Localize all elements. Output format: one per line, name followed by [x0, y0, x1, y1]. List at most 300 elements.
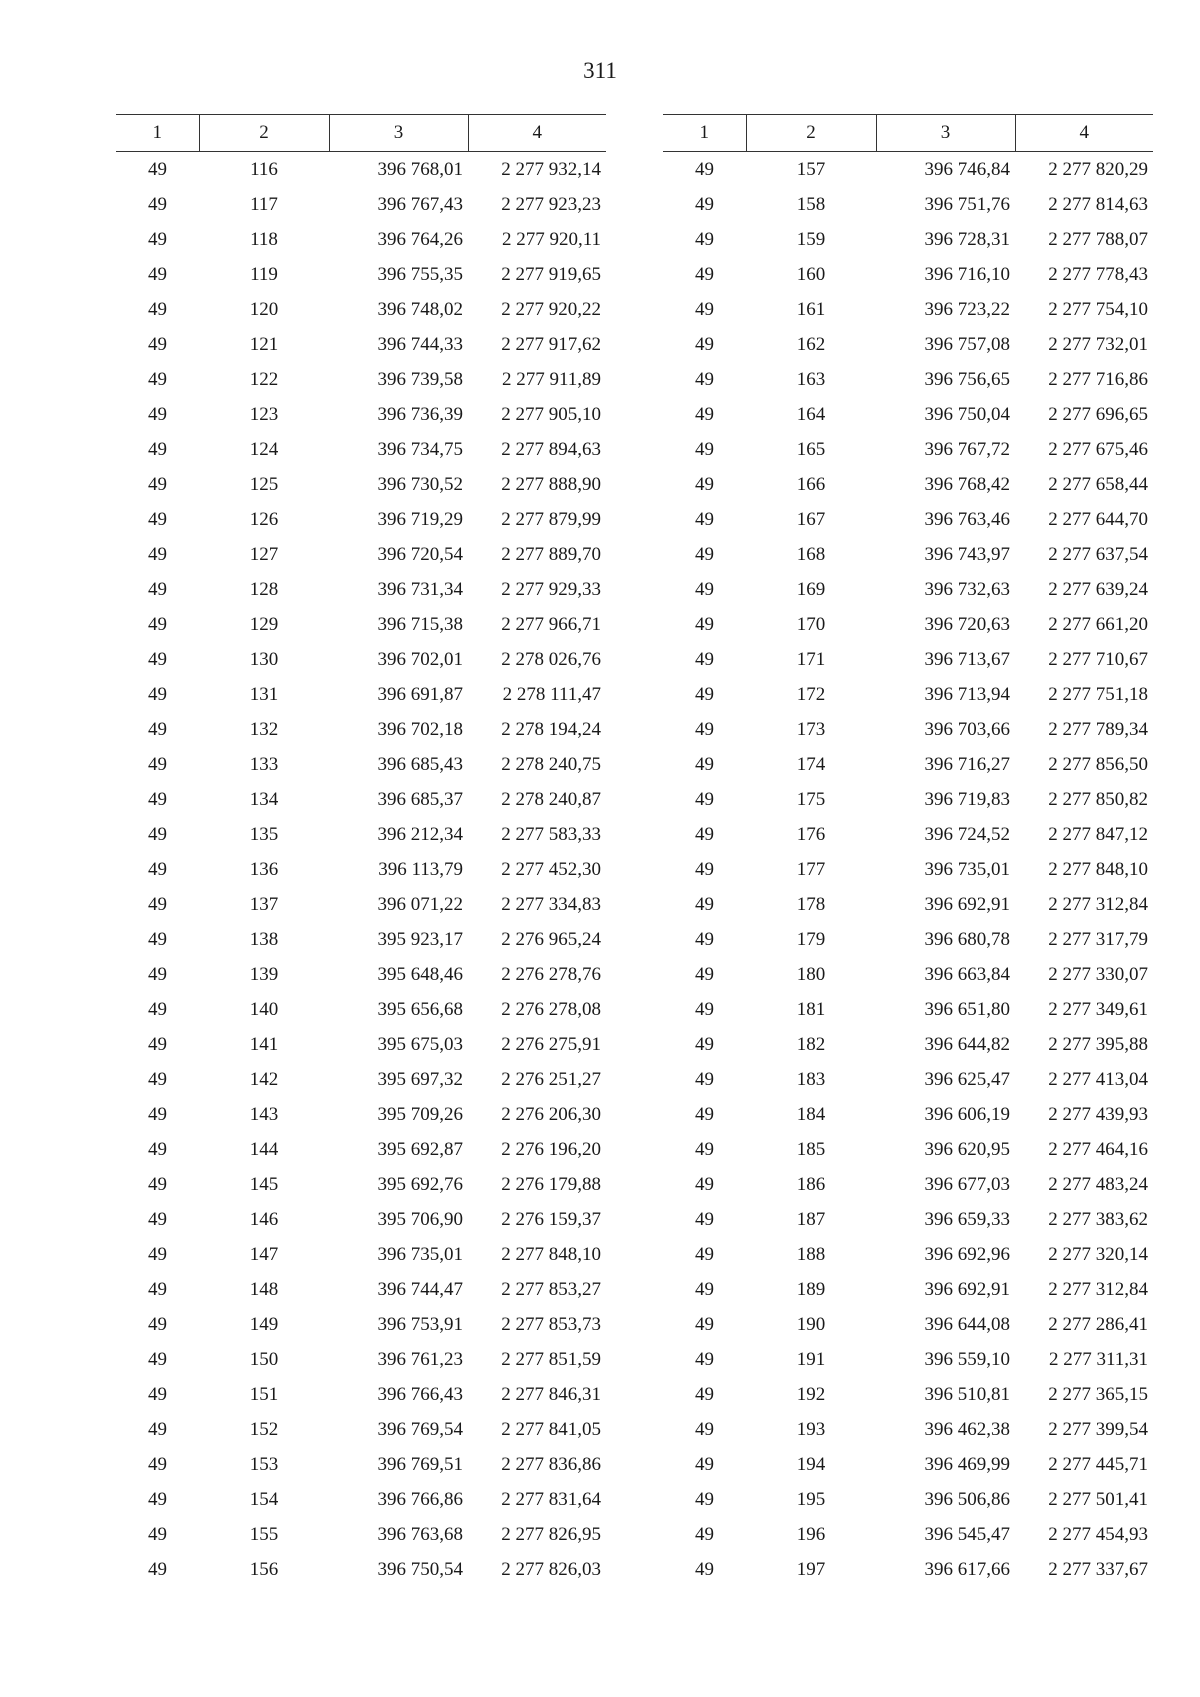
cell-coordinate-x: 396 606,19: [924, 1103, 1010, 1125]
cell-coordinate-y: 2 277 320,14: [1048, 1243, 1148, 1265]
table-row: [116, 502, 606, 537]
table-row: [663, 922, 1153, 957]
cell-point-number: 192: [796, 1383, 826, 1405]
cell-coordinate-x: 396 750,04: [924, 403, 1010, 425]
cell-section: 49: [148, 1488, 167, 1510]
cell-section: 49: [695, 928, 714, 950]
cell-coordinate-x: 396 691,87: [377, 683, 463, 705]
cell-point-number: 137: [249, 893, 279, 915]
cell-coordinate-y: 2 277 696,65: [1048, 403, 1148, 425]
table-row: [663, 152, 1153, 188]
cell-coordinate-x: 396 719,29: [377, 508, 463, 530]
table-row: [663, 327, 1153, 362]
cell-coordinate-y: 2 278 240,75: [501, 753, 601, 775]
cell-coordinate-y: 2 276 965,24: [501, 928, 601, 950]
table-row: [116, 887, 606, 922]
cell-point-number: 169: [796, 578, 826, 600]
cell-section: 49: [695, 263, 714, 285]
cell-coordinate-x: 396 702,18: [377, 718, 463, 740]
cell-coordinate-y: 2 277 848,10: [1048, 858, 1148, 880]
cell-section: 49: [695, 1558, 714, 1580]
cell-coordinate-x: 396 766,43: [377, 1383, 463, 1405]
cell-section: 49: [148, 1418, 167, 1440]
cell-section: 49: [148, 1453, 167, 1475]
cell-point-number: 189: [796, 1278, 826, 1300]
table-header-row: [116, 115, 606, 152]
table-row: [116, 1097, 606, 1132]
cell-section: 49: [148, 683, 167, 705]
cell-coordinate-x: 396 644,82: [924, 1033, 1010, 1055]
column-header-1: 1: [663, 115, 746, 152]
cell-coordinate-y: 2 277 847,12: [1048, 823, 1148, 845]
cell-section: 49: [695, 298, 714, 320]
table-row: [116, 607, 606, 642]
cell-coordinate-y: 2 277 856,50: [1048, 753, 1148, 775]
cell-point-number: 188: [796, 1243, 826, 1265]
cell-point-number: 197: [796, 1558, 826, 1580]
cell-coordinate-x: 396 651,80: [924, 998, 1010, 1020]
cell-point-number: 134: [249, 788, 279, 810]
cell-section: 49: [695, 1418, 714, 1440]
cell-coordinate-y: 2 277 826,95: [501, 1523, 601, 1545]
cell-section: 49: [695, 193, 714, 215]
cell-point-number: 174: [796, 753, 826, 775]
cell-point-number: 187: [796, 1208, 826, 1230]
cell-point-number: 173: [796, 718, 826, 740]
cell-section: 49: [695, 858, 714, 880]
cell-coordinate-x: 396 767,43: [377, 193, 463, 215]
cell-section: 49: [148, 1383, 167, 1405]
cell-section: 49: [148, 928, 167, 950]
cell-coordinate-y: 2 277 383,62: [1048, 1208, 1148, 1230]
cell-coordinate-x: 396 730,52: [377, 473, 463, 495]
cell-coordinate-x: 396 719,83: [924, 788, 1010, 810]
cell-section: 49: [148, 963, 167, 985]
column-header-2: 2: [746, 115, 876, 152]
cell-coordinate-y: 2 277 445,71: [1048, 1453, 1148, 1475]
table-row: [663, 432, 1153, 467]
cell-section: 49: [148, 193, 167, 215]
cell-point-number: 161: [796, 298, 826, 320]
cell-coordinate-y: 2 277 778,43: [1048, 263, 1148, 285]
table-row: [663, 467, 1153, 502]
table-row: [116, 187, 606, 222]
table-row: [116, 1342, 606, 1377]
cell-coordinate-x: 396 744,33: [377, 333, 463, 355]
cell-coordinate-x: 396 617,66: [924, 1558, 1010, 1580]
table-row: [116, 292, 606, 327]
cell-section: 49: [148, 1173, 167, 1195]
cell-coordinate-y: 2 277 452,30: [501, 858, 601, 880]
table-row: [116, 1132, 606, 1167]
cell-coordinate-x: 396 506,86: [924, 1488, 1010, 1510]
table-row: [663, 887, 1153, 922]
cell-section: 49: [695, 368, 714, 390]
table-row: [116, 747, 606, 782]
table-row: [116, 817, 606, 852]
cell-point-number: 135: [249, 823, 279, 845]
cell-coordinate-x: 396 713,67: [924, 648, 1010, 670]
cell-point-number: 118: [250, 228, 278, 250]
table-header-row: [663, 115, 1153, 152]
cell-coordinate-y: 2 277 853,27: [501, 1278, 601, 1300]
cell-coordinate-x: 396 735,01: [377, 1243, 463, 1265]
cell-point-number: 180: [796, 963, 826, 985]
table-row: [116, 362, 606, 397]
cell-section: 49: [695, 1453, 714, 1475]
cell-section: 49: [148, 158, 167, 180]
cell-coordinate-x: 396 763,46: [924, 508, 1010, 530]
table-row: [116, 1377, 606, 1412]
cell-coordinate-x: 395 656,68: [377, 998, 463, 1020]
table-row: [663, 957, 1153, 992]
column-header-3: 3: [329, 115, 468, 152]
table-row: [116, 537, 606, 572]
cell-section: 49: [148, 333, 167, 355]
cell-point-number: 157: [796, 158, 826, 180]
table-row: [116, 1412, 606, 1447]
cell-coordinate-y: 2 277 658,44: [1048, 473, 1148, 495]
cell-section: 49: [148, 298, 167, 320]
cell-coordinate-x: 396 545,47: [924, 1523, 1010, 1545]
cell-coordinate-x: 396 720,63: [924, 613, 1010, 635]
table-row: [663, 852, 1153, 887]
cell-coordinate-y: 2 277 330,07: [1048, 963, 1148, 985]
cell-section: 49: [148, 1278, 167, 1300]
cell-coordinate-x: 396 744,47: [377, 1278, 463, 1300]
cell-coordinate-y: 2 278 240,87: [501, 788, 601, 810]
cell-point-number: 184: [796, 1103, 826, 1125]
cell-section: 49: [695, 1033, 714, 1055]
cell-point-number: 140: [249, 998, 279, 1020]
cell-point-number: 138: [249, 928, 279, 950]
cell-coordinate-y: 2 277 932,14: [501, 158, 601, 180]
cell-section: 49: [148, 543, 167, 565]
cell-coordinate-x: 396 755,35: [377, 263, 463, 285]
cell-coordinate-x: 396 732,63: [924, 578, 1010, 600]
cell-point-number: 132: [249, 718, 279, 740]
cell-point-number: 190: [796, 1313, 826, 1335]
cell-coordinate-x: 395 706,90: [377, 1208, 463, 1230]
cell-coordinate-x: 396 692,91: [924, 1278, 1010, 1300]
cell-coordinate-y: 2 277 365,15: [1048, 1383, 1148, 1405]
cell-coordinate-x: 396 685,43: [377, 753, 463, 775]
cell-coordinate-y: 2 277 889,70: [501, 543, 601, 565]
cell-section: 49: [695, 998, 714, 1020]
table-row: [116, 1027, 606, 1062]
cell-point-number: 191: [796, 1348, 826, 1370]
table-row: [663, 1027, 1153, 1062]
cell-point-number: 145: [249, 1173, 279, 1195]
cell-coordinate-y: 2 277 911,89: [501, 368, 601, 390]
cell-section: 49: [148, 403, 167, 425]
cell-section: 49: [695, 438, 714, 460]
cell-point-number: 147: [249, 1243, 279, 1265]
table-row: [116, 642, 606, 677]
table-row: [116, 257, 606, 292]
cell-coordinate-x: 396 748,02: [377, 298, 463, 320]
cell-point-number: 178: [796, 893, 826, 915]
column-header-4: 4: [1015, 115, 1153, 152]
table-row: [663, 1097, 1153, 1132]
cell-coordinate-x: 396 716,10: [924, 263, 1010, 285]
cell-point-number: 155: [249, 1523, 279, 1545]
cell-point-number: 139: [249, 963, 279, 985]
cell-coordinate-y: 2 277 894,63: [501, 438, 601, 460]
cell-coordinate-y: 2 276 179,88: [501, 1173, 601, 1195]
cell-coordinate-x: 396 746,84: [924, 158, 1010, 180]
cell-section: 49: [695, 683, 714, 705]
cell-coordinate-y: 2 277 286,41: [1048, 1313, 1148, 1335]
cell-section: 49: [148, 893, 167, 915]
cell-coordinate-y: 2 277 464,16: [1048, 1138, 1148, 1160]
table-row: [116, 712, 606, 747]
cell-point-number: 122: [249, 368, 279, 390]
cell-point-number: 195: [796, 1488, 826, 1510]
table-row: [116, 852, 606, 887]
cell-point-number: 152: [249, 1418, 279, 1440]
cell-coordinate-y: 2 277 754,10: [1048, 298, 1148, 320]
cell-section: 49: [148, 648, 167, 670]
cell-point-number: 117: [250, 193, 278, 215]
cell-coordinate-y: 2 277 841,05: [501, 1418, 601, 1440]
cell-point-number: 127: [249, 543, 279, 565]
cell-coordinate-y: 2 276 206,30: [501, 1103, 601, 1125]
cell-section: 49: [695, 473, 714, 495]
cell-coordinate-y: 2 278 111,47: [502, 683, 601, 705]
cell-coordinate-y: 2 277 732,01: [1048, 333, 1148, 355]
cell-coordinate-y: 2 277 644,70: [1048, 508, 1148, 530]
table-row: [663, 712, 1153, 747]
cell-coordinate-y: 2 277 905,10: [501, 403, 601, 425]
cell-section: 49: [148, 1523, 167, 1545]
cell-coordinate-x: 396 763,68: [377, 1523, 463, 1545]
cell-section: 49: [148, 1348, 167, 1370]
cell-coordinate-x: 395 697,32: [377, 1068, 463, 1090]
cell-section: 49: [695, 648, 714, 670]
column-header-4: 4: [468, 115, 606, 152]
cell-coordinate-x: 396 731,34: [377, 578, 463, 600]
cell-coordinate-x: 395 692,87: [377, 1138, 463, 1160]
cell-point-number: 131: [249, 683, 279, 705]
cell-coordinate-x: 396 751,76: [924, 193, 1010, 215]
cell-point-number: 136: [249, 858, 279, 880]
cell-section: 49: [695, 1243, 714, 1265]
cell-section: 49: [695, 508, 714, 530]
table-row: [116, 1307, 606, 1342]
cell-coordinate-y: 2 277 917,62: [501, 333, 601, 355]
cell-coordinate-x: 396 724,52: [924, 823, 1010, 845]
cell-coordinate-x: 396 113,79: [378, 858, 463, 880]
column-header-1: 1: [116, 115, 199, 152]
cell-coordinate-x: 396 756,65: [924, 368, 1010, 390]
cell-coordinate-x: 396 753,91: [377, 1313, 463, 1335]
cell-point-number: 176: [796, 823, 826, 845]
cell-point-number: 193: [796, 1418, 826, 1440]
cell-section: 49: [695, 1278, 714, 1300]
cell-point-number: 128: [249, 578, 279, 600]
cell-coordinate-y: 2 277 836,86: [501, 1453, 601, 1475]
cell-coordinate-y: 2 277 888,90: [501, 473, 601, 495]
table-row: [663, 1412, 1153, 1447]
cell-point-number: 158: [796, 193, 826, 215]
cell-coordinate-y: 2 277 879,99: [501, 508, 601, 530]
table-row: [663, 1377, 1153, 1412]
cell-section: 49: [148, 1558, 167, 1580]
cell-coordinate-y: 2 277 929,33: [501, 578, 601, 600]
cell-coordinate-x: 396 764,26: [377, 228, 463, 250]
cell-coordinate-y: 2 277 483,24: [1048, 1173, 1148, 1195]
cell-point-number: 150: [249, 1348, 279, 1370]
cell-section: 49: [148, 788, 167, 810]
cell-coordinate-y: 2 277 919,65: [501, 263, 601, 285]
cell-coordinate-y: 2 277 789,34: [1048, 718, 1148, 740]
cell-section: 49: [695, 228, 714, 250]
cell-point-number: 148: [249, 1278, 279, 1300]
cell-coordinate-y: 2 277 848,10: [501, 1243, 601, 1265]
cell-point-number: 141: [249, 1033, 279, 1055]
table-row: [663, 1167, 1153, 1202]
table-row: [663, 1132, 1153, 1167]
cell-coordinate-y: 2 277 710,67: [1048, 648, 1148, 670]
cell-coordinate-x: 396 559,10: [924, 1348, 1010, 1370]
table-row: [116, 782, 606, 817]
cell-section: 49: [695, 158, 714, 180]
table-row: [663, 747, 1153, 782]
cell-coordinate-x: 396 736,39: [377, 403, 463, 425]
cell-point-number: 159: [796, 228, 826, 250]
table-row: [116, 1202, 606, 1237]
cell-coordinate-y: 2 276 278,08: [501, 998, 601, 1020]
cell-section: 49: [695, 613, 714, 635]
cell-coordinate-y: 2 277 831,64: [501, 1488, 601, 1510]
cell-point-number: 183: [796, 1068, 826, 1090]
table-row: [663, 1202, 1153, 1237]
column-header-3: 3: [876, 115, 1015, 152]
cell-coordinate-x: 396 659,33: [924, 1208, 1010, 1230]
table-row: [116, 222, 606, 257]
cell-section: 49: [148, 1068, 167, 1090]
cell-coordinate-y: 2 277 661,20: [1048, 613, 1148, 635]
cell-coordinate-y: 2 277 583,33: [501, 823, 601, 845]
coordinates-table-left: [116, 114, 606, 1587]
cell-coordinate-y: 2 276 196,20: [501, 1138, 601, 1160]
cell-point-number: 162: [796, 333, 826, 355]
cell-coordinate-y: 2 277 851,59: [501, 1348, 601, 1370]
coordinates-table-right: [663, 114, 1153, 1587]
cell-coordinate-x: 396 766,86: [377, 1488, 463, 1510]
cell-point-number: 160: [796, 263, 826, 285]
cell-coordinate-y: 2 277 751,18: [1048, 683, 1148, 705]
cell-coordinate-y: 2 277 454,93: [1048, 1523, 1148, 1545]
cell-point-number: 182: [796, 1033, 826, 1055]
cell-coordinate-y: 2 276 159,37: [501, 1208, 601, 1230]
cell-point-number: 119: [250, 263, 278, 285]
cell-coordinate-x: 396 644,08: [924, 1313, 1010, 1335]
cell-coordinate-y: 2 277 637,54: [1048, 543, 1148, 565]
cell-coordinate-y: 2 277 920,22: [501, 298, 601, 320]
cell-section: 49: [695, 1383, 714, 1405]
cell-coordinate-x: 396 743,97: [924, 543, 1010, 565]
cell-coordinate-y: 2 277 439,93: [1048, 1103, 1148, 1125]
table-row: [663, 1517, 1153, 1552]
cell-coordinate-y: 2 278 026,76: [501, 648, 601, 670]
table-row: [116, 677, 606, 712]
cell-coordinate-x: 396 739,58: [377, 368, 463, 390]
cell-section: 49: [148, 228, 167, 250]
cell-coordinate-y: 2 276 251,27: [501, 1068, 601, 1090]
cell-coordinate-x: 396 510,81: [924, 1383, 1010, 1405]
cell-coordinate-y: 2 277 826,03: [501, 1558, 601, 1580]
table-row: [116, 152, 606, 188]
cell-point-number: 167: [796, 508, 826, 530]
table-row: [663, 677, 1153, 712]
cell-point-number: 133: [249, 753, 279, 775]
cell-coordinate-x: 396 768,01: [377, 158, 463, 180]
cell-point-number: 196: [796, 1523, 826, 1545]
cell-point-number: 142: [249, 1068, 279, 1090]
cell-point-number: 177: [796, 858, 826, 880]
cell-point-number: 126: [249, 508, 279, 530]
table-row: [663, 292, 1153, 327]
cell-point-number: 165: [796, 438, 826, 460]
cell-section: 49: [695, 963, 714, 985]
cell-coordinate-x: 396 757,08: [924, 333, 1010, 355]
cell-section: 49: [148, 1313, 167, 1335]
cell-point-number: 125: [249, 473, 279, 495]
table-row: [116, 1517, 606, 1552]
table-row: [116, 992, 606, 1027]
cell-point-number: 121: [249, 333, 279, 355]
table-row: [663, 1272, 1153, 1307]
cell-section: 49: [695, 1173, 714, 1195]
cell-coordinate-x: 396 769,51: [377, 1453, 463, 1475]
cell-section: 49: [148, 823, 167, 845]
table-row: [116, 1062, 606, 1097]
cell-coordinate-x: 396 620,95: [924, 1138, 1010, 1160]
cell-point-number: 166: [796, 473, 826, 495]
cell-section: 49: [148, 263, 167, 285]
cell-point-number: 116: [250, 158, 278, 180]
cell-section: 49: [148, 473, 167, 495]
cell-coordinate-y: 2 277 311,31: [1048, 1348, 1148, 1370]
table-row: [116, 467, 606, 502]
cell-coordinate-x: 396 680,78: [924, 928, 1010, 950]
cell-point-number: 154: [249, 1488, 279, 1510]
cell-coordinate-x: 396 723,22: [924, 298, 1010, 320]
table-row: [116, 922, 606, 957]
cell-point-number: 170: [796, 613, 826, 635]
table-row: [663, 642, 1153, 677]
cell-coordinate-x: 396 071,22: [377, 893, 463, 915]
cell-coordinate-x: 396 703,66: [924, 718, 1010, 740]
cell-coordinate-y: 2 277 317,79: [1048, 928, 1148, 950]
cell-coordinate-y: 2 277 312,84: [1048, 893, 1148, 915]
cell-coordinate-x: 396 716,27: [924, 753, 1010, 775]
cell-coordinate-y: 2 277 312,84: [1048, 1278, 1148, 1300]
cell-section: 49: [695, 753, 714, 775]
cell-coordinate-x: 396 728,31: [924, 228, 1010, 250]
cell-coordinate-x: 396 768,42: [924, 473, 1010, 495]
table-row: [663, 362, 1153, 397]
cell-coordinate-x: 396 702,01: [377, 648, 463, 670]
cell-coordinate-y: 2 276 278,76: [501, 963, 601, 985]
cell-coordinate-y: 2 277 399,54: [1048, 1418, 1148, 1440]
cell-point-number: 163: [796, 368, 826, 390]
table-row: [116, 1552, 606, 1587]
cell-coordinate-y: 2 277 820,29: [1048, 158, 1148, 180]
cell-coordinate-y: 2 277 846,31: [501, 1383, 601, 1405]
